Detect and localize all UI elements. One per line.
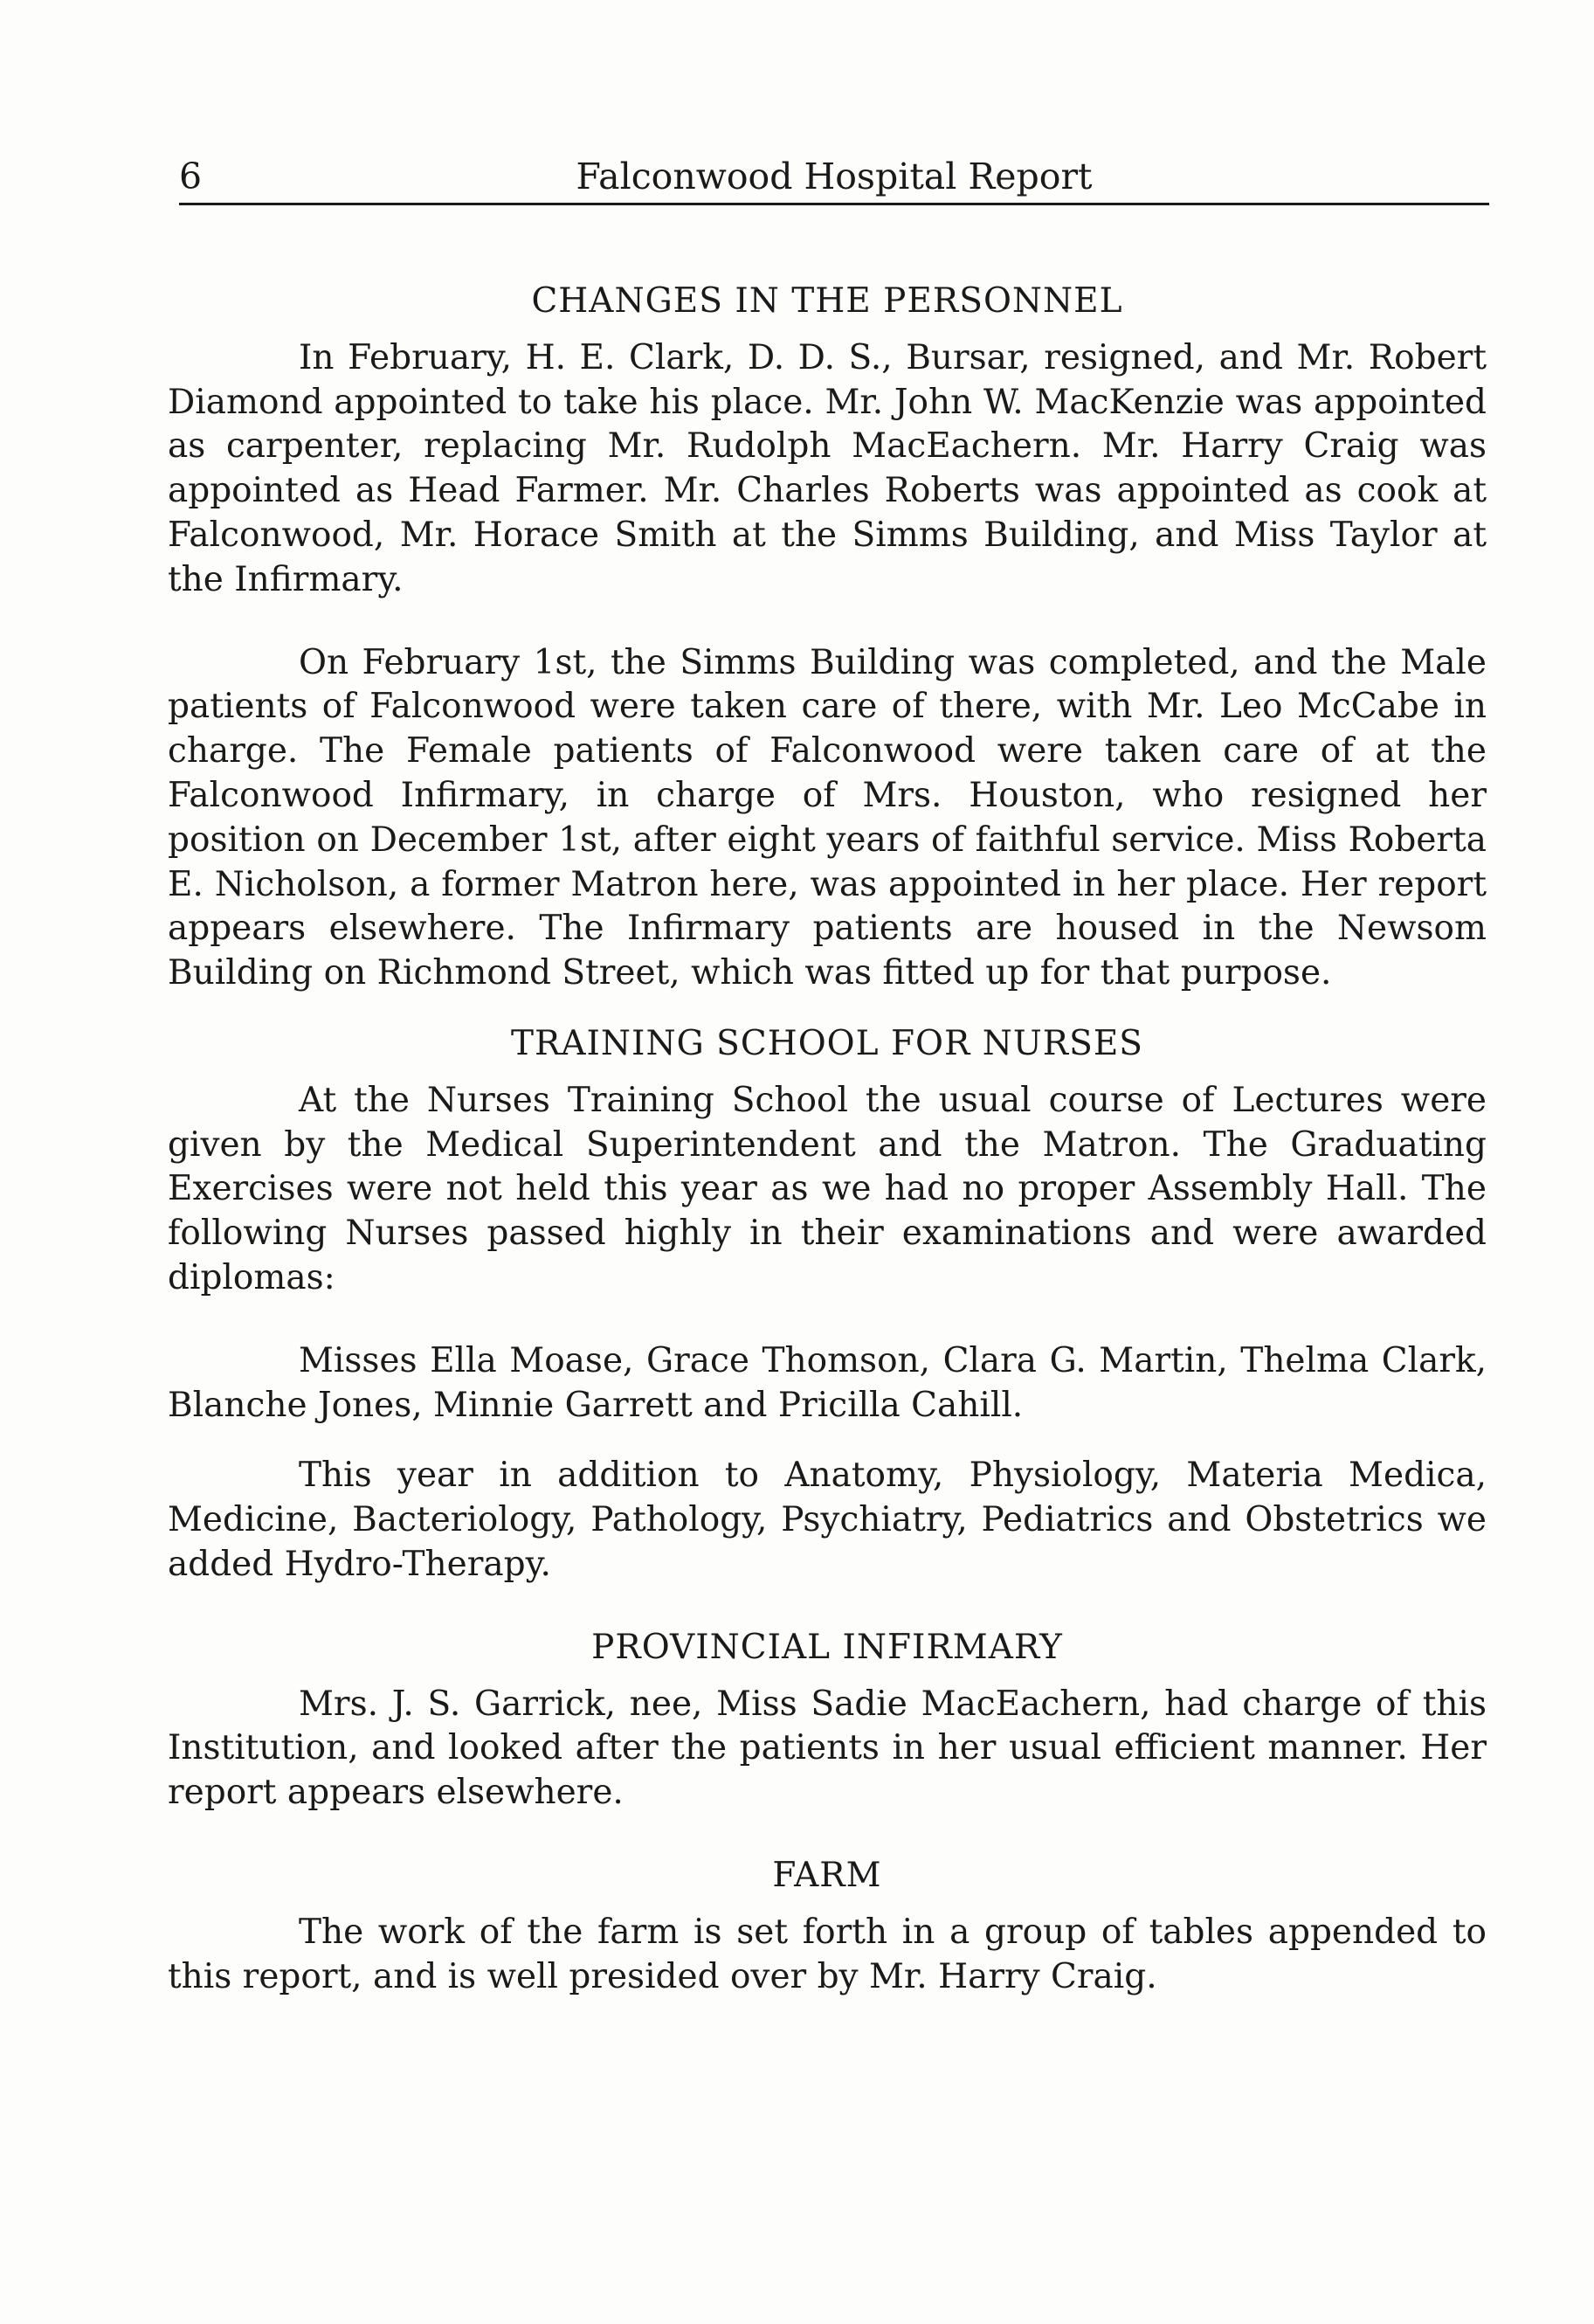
page-number: 6 <box>179 156 203 197</box>
paragraph: On February 1st, the Simms Building was completed, and the Male patients of Falconwood were taken care of there, with Mr. Leo McCabe in charge. The Female patients of Falconwood were taken care of at the Falconwood Infirmary, in charge of Mrs. Houston, who resigned her position on December 1st, after eight years of faithful service. Miss Roberta E. Nicholson, a former Matron here, was appointed in her place. Her report appears elsewhere. The Infirmary patients are housed in the Newsom Building on Richmond Street, which was fitted up for that purpose. <box>168 642 1487 993</box>
section-farm <box>168 1854 1487 1999</box>
section-heading: CHANGES IN THE PERSONNEL <box>531 281 1123 321</box>
paragraph: In February, H. E. Clark, D. D. S., Bursar, resigned, and Mr. Robert Diamond appointed to take his place. Mr. John W. MacKenzie was appointed as carpenter, replacing Mr. Rudolph MacEachern. Mr. Harry Craig was appointed as Head Farmer. Mr. Charles Roberts was appointed as cook at Falconwood, Mr. Horace Smith at the Simms Building, and Miss Taylor at the Infirmary. <box>168 337 1487 599</box>
document-body <box>168 280 1487 1999</box>
paragraph: This year in addition to Anatomy, Physiology, Materia Medica, Medicine, Bacteriology, Pathology, Psychiatry, Pediatrics and Obstetrics we added Hydro-Therapy. <box>168 1456 1487 1584</box>
paragraph: Mrs. J. S. Garrick, nee, Miss Sadie MacEachern, had charge of this Institution, and looked after the patients in her usual efficient manner. Her report appears elsewhere. <box>168 1684 1487 1813</box>
paragraph: At the Nurses Training School the usual course of Lectures were given by the Medical Superintendent and the Matron. The Graduating Exercises were not held this year as we had no proper Assembly Hall. The following Nurses passed highly in their examinations and were awarded diplomas: <box>168 1080 1487 1297</box>
running-header <box>179 150 1489 205</box>
section-provincial-infirmary <box>168 1626 1487 1816</box>
section-training-school <box>168 1022 1487 1587</box>
paragraph: The work of the farm is set forth in a group of tables appended to this report, and is well presided over by Mr. Harry Craig. <box>168 1912 1487 1996</box>
running-title: Falconwood Hospital Report <box>576 156 1093 197</box>
section-personnel <box>168 280 1487 996</box>
section-heading: PROVINCIAL INFIRMARY <box>591 1627 1063 1667</box>
section-heading: TRAINING SCHOOL FOR NURSES <box>510 1023 1144 1063</box>
paragraph: Misses Ella Moase, Grace Thomson, Clara G. Martin, Thelma Clark, Blanche Jones, Minnie Garrett and Pricilla Cahill. <box>168 1340 1487 1425</box>
section-heading: FARM <box>772 1855 882 1895</box>
